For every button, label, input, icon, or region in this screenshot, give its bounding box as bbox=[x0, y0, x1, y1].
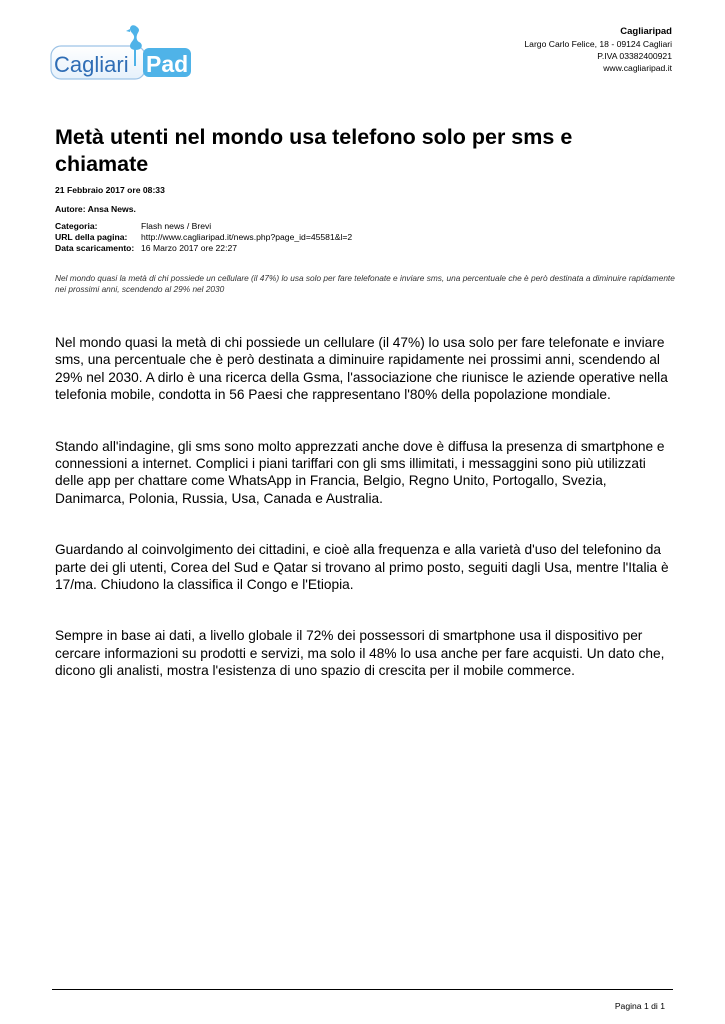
company-name: Cagliaripad bbox=[620, 26, 672, 37]
logo-text-cagliari: Cagliari bbox=[54, 52, 129, 77]
meta-url-value[interactable]: http://www.cagliaripad.it/news.php?page_id=45581&l=2 bbox=[141, 231, 353, 242]
article-paragraph: Nel mondo quasi la metà di chi possiede un cellulare (il 47%) lo usa solo per fare telefonate e inviare sms, una percentuale che è però destinata a diminuire rapidamente nei prossimi anni, scendendo al 29% nel 2030. A dirlo è una ricerca della Gsma, l'associazione che riunisce le aziende operative nella telefonia mobile, condotta in 56 Paesi che rappresentano l'80% della popolazione mondiale. bbox=[55, 335, 668, 403]
article-meta bbox=[55, 221, 352, 253]
meta-category-row bbox=[55, 221, 352, 232]
article-paragraph: Sempre in base ai dati, a livello globale il 72% dei possessori di smartphone usa il dispositivo per cercare informazioni su prodotti e servizi, ma solo il 48% lo usa anche per fare acquisti. Un dato che, dicono gli analisti, mostra l'esistenza di uno spazio di crescita per il mobile commerce. bbox=[55, 628, 665, 679]
meta-download-row bbox=[55, 243, 352, 254]
article-paragraph: Guardando al coinvolgimento dei cittadini, e cioè alla frequenza e alla varietà d'uso del telefonino da parte dei gli utenti, Corea del Sud e Qatar si trovano al primo posto, seguiti dagli Usa, mentre l'Italia è 17/ma. Chiudono la classifica il Congo e l'Etiopia. bbox=[55, 542, 669, 593]
meta-url-label: URL della pagina: bbox=[55, 231, 128, 242]
article-summary: Nel mondo quasi la metà di chi possiede un cellulare (il 47%) lo usa solo per fare telefonate e inviare sms, una percentuale che è però destinata a diminuire rapidamente nei prossimi anni, scendendo al 29% nel 2030 bbox=[55, 273, 675, 294]
meta-download-value: 16 Marzo 2017 ore 22:27 bbox=[141, 242, 238, 253]
article-body bbox=[55, 334, 670, 714]
article-paragraph: Stando all'indagine, gli sms sono molto apprezzati anche dove è diffusa la presenza di smartphone e connessioni a internet. Complici i piani tariffari con gli sms illimitati, i messaggini sono più utilizzati delle app per chattare come WhatsApp in Francia, Belgio, Regno Unito, Portogallo, Svezia, Danimarca, Polonia, Russia, Usa, Canada e Australia. bbox=[55, 438, 665, 506]
meta-category-value: Flash news / Brevi bbox=[141, 221, 212, 231]
cagliaripad-logo bbox=[50, 22, 195, 84]
company-website[interactable]: www.cagliaripad.it bbox=[603, 63, 672, 73]
meta-category-label: Categoria: bbox=[55, 221, 98, 231]
article-title: Metà utenti nel mondo usa telefono solo per sms e chiamate bbox=[55, 125, 573, 176]
company-address: Largo Carlo Felice, 18 - 09124 Cagliari bbox=[524, 39, 672, 49]
page-number: Pagina 1 di 1 bbox=[614, 1001, 665, 1011]
meta-download-label: Data scaricamento: bbox=[55, 242, 135, 253]
article-date: 21 Febbraio 2017 ore 08:33 bbox=[55, 185, 165, 195]
meta-url-row bbox=[55, 232, 352, 243]
company-vat: P.IVA 03382400921 bbox=[597, 51, 672, 61]
article-author: Autore: Ansa News. bbox=[55, 204, 136, 214]
logo-text-pad: Pad bbox=[146, 51, 189, 77]
company-info bbox=[524, 26, 672, 74]
footer-divider bbox=[52, 989, 673, 990]
